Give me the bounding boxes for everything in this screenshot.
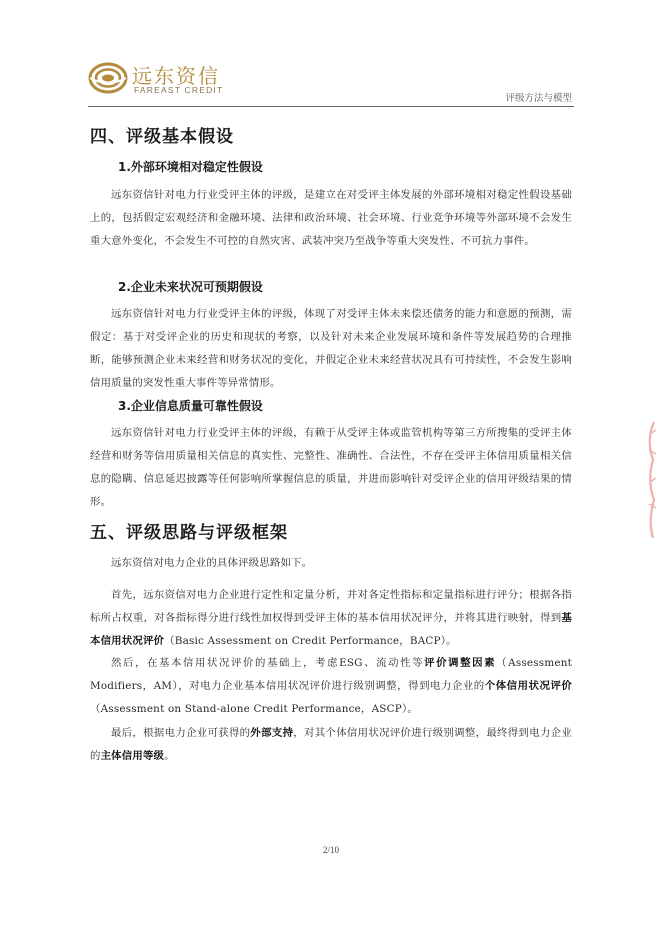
text-run: 。 [164,750,175,762]
section-5-paragraph-2 [90,652,572,721]
text-run: ，对其个体信用状况评价进行级别调整，最终得到电力企业的 [90,727,572,762]
bold-term-am: 评价调整因素 [424,657,497,669]
header-section-label: 评级方法与模型 [505,93,572,104]
text-run: （Assessment on Stand-alone Credit Performance，ASCP）。 [90,703,418,715]
page-number: 2/10 [322,845,339,855]
section-4-title: 四、评级基本假设 [90,127,234,147]
bold-term-bacp: 基本信用状况评价 [90,612,572,647]
seal-stamp-fragment [644,420,658,540]
subsection-2-title: 2.企业未来状况可预期假设 [118,280,263,294]
bold-term-credit-rating: 主体信用等级 [100,750,165,762]
bold-term-ascp: 个体信用状况评价 [484,680,572,692]
text-run: （Basic Assessment on Credit Performance，BACP）。 [164,635,457,647]
text-run: （Assessment Modifiers，AM），对电力企业基本信用状况评价进行级别调整，得到电力企业的 [90,657,572,692]
subsection-3-title: 3.企业信息质量可靠性假设 [118,399,263,413]
subsection-1-text: 远东资信针对电力行业受评主体的评级，是建立在对受评主体发展的外部环境相对稳定性假设基础上的，包括假定宏观经济和金融环境、法律和政治环境、社会环境、行业竞争环境等外部环境不会发生重大意外变化，不会发生不可控的自然灾害、武装冲突乃至战争等重大突发性、不可抗力事件。 [90,189,572,247]
logo-text-cn: 远东资信 [132,64,220,88]
logo-text-en: FAREAST CREDIT [134,85,224,95]
section-5-title: 五、评级思路与评级框架 [90,523,288,543]
text-run: 然后，在基本信用状况评价的基础上，考虑ESG、流动性等 [111,657,425,669]
section-5-intro: 远东资信对电力企业的具体评级思路如下。 [111,557,313,569]
header-divider [88,106,574,107]
section-5-paragraph-3 [90,722,572,768]
page-header [0,0,662,110]
bold-term-external-support: 外部支持 [250,727,294,739]
text-run: 首先，远东资信对电力企业进行定性和定量分析，并对各定性指标和定量指标进行评分；根据各指标所占权重，对各指标得分进行线性加权得到受评主体的基本信用状况评分，并将其进行映射，得到 [90,589,572,624]
fareast-credit-logo [88,58,318,102]
section-5-paragraph-1 [90,584,572,653]
subsection-1-title: 1.外部环境相对稳定性假设 [118,160,263,174]
subsection-3-text: 远东资信针对电力行业受评主体的评级，有赖于从受评主体或监管机构等第三方所搜集的受评主体经营和财务等信用质量相关信息的真实性、完整性、准确性、合法性，不存在受评主体信用质量相关信息的隐瞒、信息延迟披露等任何影响所掌握信息的质量，并进而影响针对受评企业的信用评级结果的情形。 [90,427,572,508]
text-run: 最后，根据电力企业可获得的 [111,727,251,739]
logo-icon [88,58,128,98]
subsection-2-text: 远东资信针对电力行业受评主体的评级，体现了对受评主体未来偿还债务的能力和意愿的预测，需假定：基于对受评企业的历史和现状的考察，以及针对未来企业发展环境和条件等发展趋势的合理推断，能够预测企业未来经营和财务状况的变化，并假定企业未来经营状况具有可持续性，不会发生影响信用质量的突发性重大事件等异常情形。 [90,308,572,389]
